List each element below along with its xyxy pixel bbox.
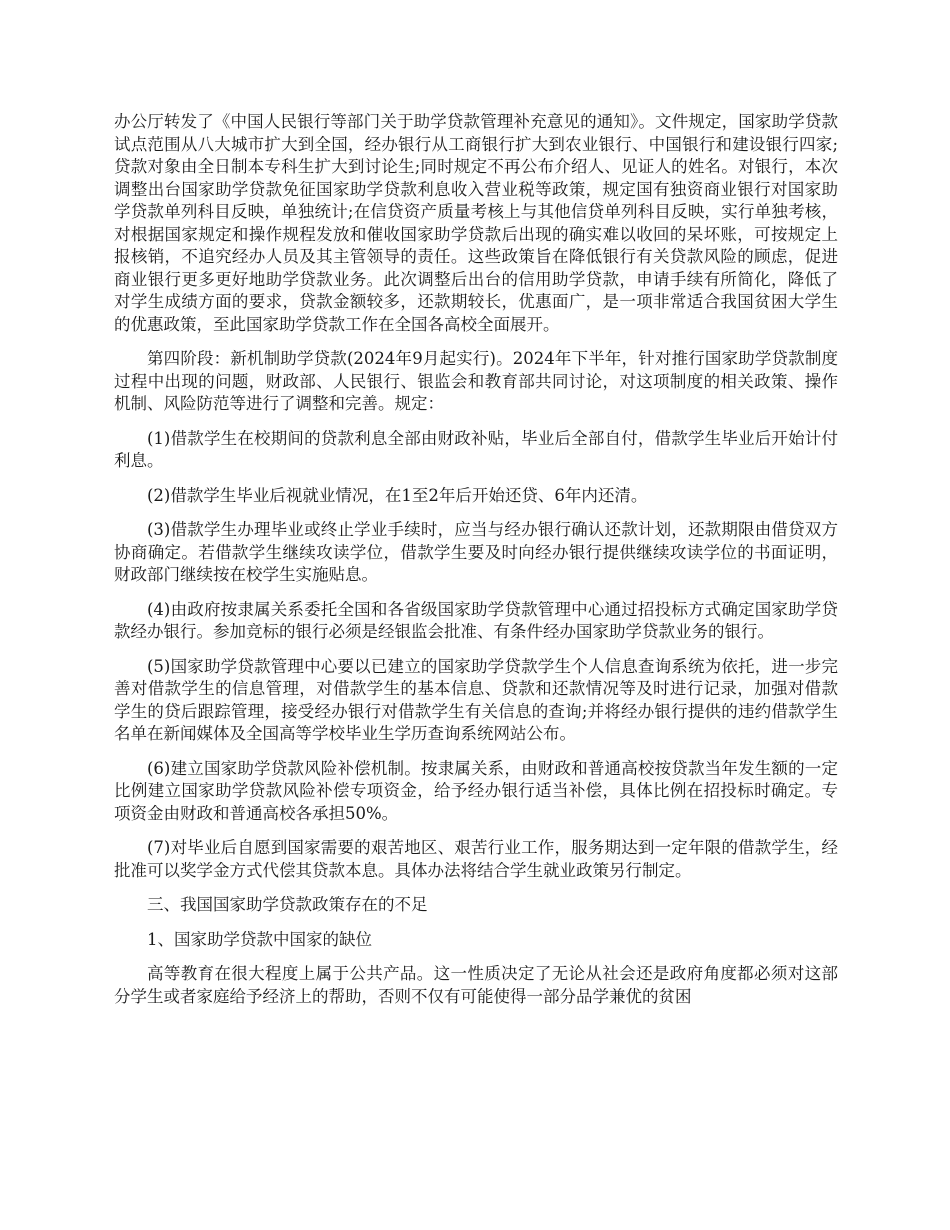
paragraph-rule-6: (6)建立国家助学贷款风险补偿机制。按隶属关系，由财政和普通高校按贷款当年发生额的一定比例建立国家助学贷款风险补偿专项资金，给予经办银行适当补偿，具体比例在招投标时确定。专项资金由财政和普通高校各承担50%。 bbox=[114, 758, 838, 823]
paragraph-rule-5: (5)国家助学贷款管理中心要以已建立的国家助学贷款学生个人信息查询系统为依托，进一步完善对借款学生的信息管理，对借款学生的基本信息、贷款和还款情况等及时进行记录，加强对借款学生的贷后跟踪管理，接受经办银行对借款学生有关信息的查询;并将经办银行提供的违约借款学生名单在新闻媒体及全国高等学校毕业生学历查询系统网站公布。 bbox=[114, 656, 838, 743]
section-heading-3: 三、我国国家助学贷款政策存在的不足 bbox=[147, 895, 428, 914]
paragraph-policy-adjustment: 办公厅转发了《中国人民银行等部门关于助学贷款管理补充意见的通知》。文件规定，国家助学贷款试点范围从八大城市扩大到全国，经办银行从工商银行扩大到农业银行、中国银行和建设银行四家;贷款对象由全日制本专科生扩大到讨论生;同时规定不再公布介绍人、见证人的姓名。对银行，本次调整出台国家助学贷款免征国家助学贷款利息收入营业税等政策，规定国有独资商业银行对国家助学贷款单列科目反映，单独统计;在信贷资产质量考核上与其他信贷单列科目反映，实行单独考核，对根据国家规定和操作规程发放和催收国家助学贷款后出现的确实难以收回的呆坏账，可按规定上报核销，不追究经办人员及其主管领导的责任。这些政策旨在降低银行有关贷款风险的顾虑，促进商业银行更多更好地助学贷款业务。此次调整后出台的信用助学贷款，申请手续有所简化，降低了对学生成绩方面的要求，贷款金额较多，还款期较长，优惠面广，是一项非常适合我国贫困大学生的优惠政策，至此国家助学贷款工作在全国各高校全面展开。 bbox=[114, 112, 838, 334]
paragraph-rule-7: (7)对毕业后自愿到国家需要的艰苦地区、艰苦行业工作，服务期达到一定年限的借款学生，经批准可以奖学金方式代偿其贷款本息。具体办法将结合学生就业政策另行制定。 bbox=[114, 838, 838, 880]
paragraph-rule-1: (1)借款学生在校期间的贷款利息全部由财政补贴，毕业后全部自付，借款学生毕业后开始计付利息。 bbox=[114, 428, 838, 470]
paragraph-public-goods: 高等教育在很大程度上属于公共产品。这一性质决定了无论从社会还是政府角度都必须对这部分学生或者家庭给予经济上的帮助，否则不仅有可能使得一部分品学兼优的贫困 bbox=[114, 964, 838, 1006]
paragraph-rule-4: (4)由政府按隶属关系委托全国和各省级国家助学贷款管理中心通过招投标方式确定国家助学贷款经办银行。参加竞标的银行必须是经银监会批准、有条件经办国家助学贷款业务的银行。 bbox=[114, 599, 838, 641]
paragraph-rule-2: (2)借款学生毕业后视就业情况，在1至2年后开始还贷、6年内还清。 bbox=[147, 485, 648, 505]
subsection-heading-1: 1、国家助学贷款中国家的缺位 bbox=[147, 929, 372, 949]
document-body bbox=[114, 111, 838, 1020]
paragraph-stage-four: 第四阶段：新机制助学贷款(2024年9月起实行)。2024年下半年，针对推行国家助学贷款制度过程中出现的问题，财政部、人民银行、银监会和教育部共同讨论，对这项制度的相关政策、操作机制、风险防范等进行了调整和完善。规定： bbox=[114, 349, 838, 413]
paragraph-rule-3: (3)借款学生办理毕业或终止学业手续时，应当与经办银行确认还款计划，还款期限由借贷双方协商确定。若借款学生继续攻读学位，借款学生要及时向经办银行提供继续攻读学位的书面证明，财政部门继续按在校学生实施贴息。 bbox=[114, 520, 838, 584]
